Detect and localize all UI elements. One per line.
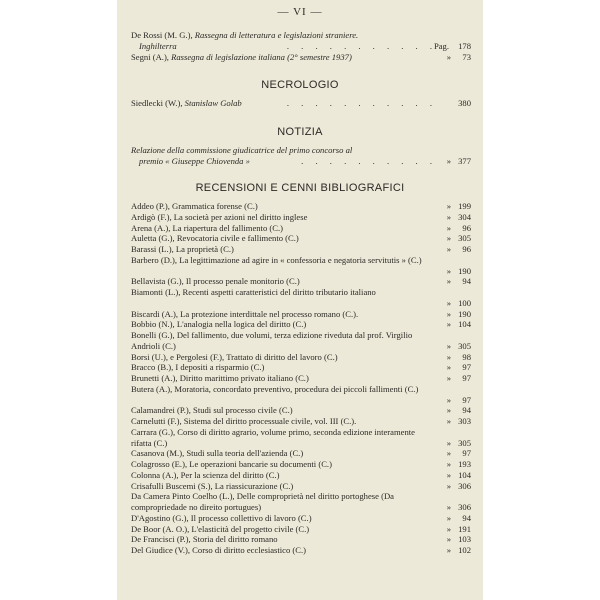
entry-author: Siedlecki (W.), — [131, 98, 183, 108]
review-text: Casanova (M.), Studi sulla teoria dell'azienda (C.) — [131, 448, 304, 459]
review-text: Carnelutti (F.), Sistema del diritto processuale civile, vol. III (C.). — [131, 416, 357, 426]
review-text: Carrara (G.), Corso di diritto agrario, volume primo, seconda edizione interamente rifatta (C.) — [131, 426, 415, 448]
review-entry — [131, 373, 471, 384]
page-ref: 104 — [458, 469, 471, 480]
review-entry — [131, 405, 471, 416]
page-ref: 94 — [462, 276, 471, 287]
section-heading-recensioni: RECENSIONI E CENNI BIBLIOGRAFICI — [195, 182, 405, 194]
page-ref: 380 — [458, 98, 471, 108]
review-entry — [131, 524, 471, 535]
page-ref: 305 — [458, 340, 471, 351]
review-text: Barassi (L.), La proprietà (C.) — [131, 244, 234, 254]
section-heading-necrologio: NECROLOGIO — [261, 79, 339, 91]
page-ref: 96 — [462, 222, 471, 233]
page-marker: » — [446, 545, 451, 555]
review-entry — [131, 212, 471, 223]
review-text: De Francisci (P.), Storia del diritto romano — [131, 534, 278, 545]
page-marker: » — [446, 308, 451, 319]
page-marker: » — [446, 156, 451, 166]
page-marker: » — [446, 394, 451, 405]
page-ref: 104 — [458, 319, 471, 330]
review-entry — [131, 276, 471, 287]
review-text: Del Giudice (V.), Corso di diritto ecclesiastico (C.) — [131, 545, 307, 555]
page-ref: 178 — [458, 41, 471, 51]
page-ref: 304 — [458, 211, 471, 222]
review-text: Colonna (A.), Per la scienza del diritto (C.) — [131, 469, 280, 480]
review-text: Calamandrei (P.), Studi sul processo civile (C.) — [131, 405, 293, 416]
page-ref: 191 — [458, 523, 471, 534]
review-text: Addeo (P.), Grammatica forense (C.) — [131, 201, 258, 211]
review-text: Ardigò (F.), La società per azioni nel diritto inglese — [131, 211, 308, 222]
page-ref: 193 — [458, 459, 471, 469]
page-marker: » — [446, 340, 451, 351]
review-entry — [131, 330, 471, 352]
entry-title: Rassegna di legislazione italiana (2° semestre 1937) — [171, 52, 352, 62]
page-marker: » — [446, 437, 451, 448]
entry-title: Inghilterra — [139, 41, 177, 51]
review-text: Da Camera Pinto Coelho (L.), Delle comproprietà nel diritto portoghese (Da compropriedade no direito portugues) — [131, 491, 394, 512]
review-entry — [131, 448, 471, 459]
review-entry — [131, 309, 471, 320]
page-ref: 97 — [462, 373, 471, 383]
review-text: Barbero (D.), La legittimazione ad agire in « confessoria e negatoria servitutis » (C.) — [131, 254, 422, 265]
section-heading-notizia: NOTIZIA — [277, 126, 323, 138]
review-text: Colagrosso (E.), Le operazioni bancarie su documenti (C.) — [131, 459, 332, 469]
review-text: De Boor (A. O.), L'elasticità del progetto civile (C.) — [131, 523, 310, 534]
page-ref: 377 — [458, 156, 471, 166]
page-marker: » — [446, 469, 451, 480]
page-ref: 100 — [458, 297, 471, 308]
page-number: — VI — — [277, 6, 323, 18]
review-entry — [131, 470, 471, 481]
page-marker: » — [446, 211, 451, 222]
entry-title: Relazione della commissione giudicatrice del primo concorso al — [131, 145, 353, 155]
page-ref: 97 — [462, 448, 471, 459]
review-entry — [131, 427, 471, 449]
page-marker: » — [446, 480, 451, 491]
review-entry — [131, 491, 471, 513]
review-text: D'Agostino (G.), Il processo collettivo di lavoro (C.) — [131, 512, 312, 523]
review-entry — [131, 545, 471, 556]
review-text: Brunetti (A.), Diritto marittimo privato italiano (C.) — [131, 373, 309, 383]
page-ref: 305 — [458, 233, 471, 244]
page-marker: » — [446, 319, 451, 330]
page-ref: 190 — [458, 265, 471, 276]
page-marker: » — [446, 405, 451, 416]
review-entry — [131, 233, 471, 244]
page-ref: 199 — [458, 201, 471, 211]
entry-title: Rassegna di letteratura e legislazioni straniere. — [194, 30, 359, 40]
review-entry — [131, 481, 471, 492]
review-text: Borsi (U.), e Pergolesi (F.), Trattato di diritto del lavoro (C.) — [131, 351, 338, 362]
page-ref: 306 — [458, 502, 471, 512]
review-text: Arena (A.), La riapertura del fallimento (C.) — [131, 222, 283, 233]
page-marker: » — [446, 459, 451, 469]
review-entry — [131, 201, 471, 212]
review-text: Biamonti (L.), Recenti aspetti caratteristici del diritto tributario italiano — [131, 287, 376, 297]
review-text: Bellavista (G.), Il processo penale monitorio (C.) — [131, 276, 300, 287]
review-entry — [131, 244, 471, 255]
page-ref: 94 — [462, 512, 471, 523]
review-entry — [131, 352, 471, 363]
review-entry — [131, 223, 471, 234]
page-ref: 73 — [462, 52, 471, 62]
page-marker: » — [446, 222, 451, 233]
review-entry — [131, 255, 471, 277]
page-marker: » — [446, 276, 451, 287]
page-ref: 97 — [462, 394, 471, 405]
page-marker: » — [446, 416, 451, 426]
page-marker: » — [446, 362, 451, 373]
review-entry — [131, 287, 471, 309]
review-text: Crisafulli Buscemi (S.), La riassicurazione (C.) — [131, 480, 294, 491]
page-marker: » — [446, 523, 451, 534]
page-marker: Pag. — [433, 41, 449, 51]
page-marker: » — [446, 233, 451, 244]
page-marker: » — [446, 265, 451, 276]
page-ref: 102 — [458, 545, 471, 555]
page-marker: » — [446, 52, 451, 62]
review-text: Auletta (G.), Revocatoria civile e fallimento (C.) — [131, 233, 299, 244]
page-marker: » — [446, 534, 451, 545]
page-marker: » — [446, 502, 451, 512]
page-ref: 305 — [458, 437, 471, 448]
page-ref: 98 — [462, 351, 471, 362]
review-entry — [131, 534, 471, 545]
entry-author: Segni (A.), — [131, 52, 169, 62]
page-ref: 103 — [458, 534, 471, 545]
entry-author: De Rossi (M. G.), — [131, 30, 193, 40]
page-ref: 94 — [462, 405, 471, 416]
review-text: Butera (A.), Moratoria, concordato preventivo, procedura dei piccoli fallimenti (C.) — [131, 383, 419, 394]
page-marker: » — [446, 244, 451, 254]
page-ref: 306 — [458, 480, 471, 491]
page-ref: 303 — [458, 416, 471, 426]
page-marker: » — [446, 201, 451, 211]
page-marker: » — [446, 512, 451, 523]
review-entry — [131, 459, 471, 470]
review-entry — [131, 362, 471, 373]
review-entry — [131, 513, 471, 524]
page-marker: » — [446, 373, 451, 383]
book-page: — VI — De Rossi (M. G.), Rassegna di letteratura e legislazioni straniere. Inghilterra . . . . . . . . . . . Pag. 178 Segni (A.), Rassegna di legislazione italiana (2° semestre 1937) » 73 NECROLOGIO Siedlecki (W.), Stanislaw Golab . . . . . . . . . . . 380 NOTIZIA Relazione della commissione giudicatrice del primo concorso al premio « Giuseppe Chiovenda » . . . . . . . . . . » 377 RECENSIONI E CENNI BIBLIOGRAFICI Addeo (P.), Grammatica forense (C.) » 199 Ardigò (F.), La società per azioni nel diritto inglese » 304 Arena (A.), La riapertura del fallimento (C.) » 96 Auletta (G.), Revocatoria civile e fallimento (C.) » 305 Barassi (L.), La proprietà (C.) » 96 Barbero (D.), La legittimazione ad agire in « confessoria e negatoria servitutis » (C.) » 190 Bellavista (G.), Il processo penale monitorio (C.) » 94 Biamonti (L.), Recenti aspetti caratteristici del diritto tributario italiano » 100 Biscardi (A.), La protezione interdittale nel processo romano (C.). » 190 Bobbio (N.), L'analogia nella logica del diritto (C.) » 104 Bonelli (G.), Del fallimento, due volumi, terza edizione riveduta dal prof. Virgilio Andrioli (C.) » 305 Borsi (U.), e Pergolesi (F.), Trattato di diritto del lavoro (C.) » 98 Bracco (B.), I depositi a risparmio (C.) » 97 Brunetti (A.), Diritto marittimo privato italiano (C.) » 97 Butera (A.), Moratoria, concordato preventivo, procedura dei piccoli fallimenti (C.) » 97 Calamandrei (P.), Studi sul processo civile (C.) » 94 Carnelutti (F.), Sistema del diritto processuale civile, vol. III (C.). » 303 Carrara (G.), Corso di diritto agrario, volume primo, seconda edizione interamente rifatta (C.) » 305 Casanova (M.), Studi sulla teoria dell'azienda (C.) » 97 Colagrosso (E.), Le operazioni bancarie su documenti (C.) » 193 Colonna (A.), Per la scienza del diritto (C.) » 104 Crisafulli Buscemi (S.), La riassicurazione (C.) » 306 Da Camera Pinto Coelho (L.), Delle comproprietà nel diritto portoghese (Da compropriedade no direito portugues) » 306 D'Agostino (G.), Il processo collettivo di lavoro (C.) » 94 De Boor (A. O.), L'elasticità del progetto civile (C.) » 191 De Francisci (P.), Storia del diritto romano » 103 Del Giudice (V.), Corso di diritto ecclesiastico (C.) » 102 — [117, 0, 483, 600]
review-text: Bonelli (G.), Del fallimento, due volumi, terza edizione riveduta dal prof. Virgilio Andrioli (C.) — [131, 330, 413, 351]
page-marker: » — [446, 351, 451, 362]
review-text: Bobbio (N.), L'analogia nella logica del diritto (C.) — [131, 319, 307, 330]
page-ref: 190 — [458, 308, 471, 319]
review-text: Biscardi (A.), La protezione interdittale nel processo romano (C.). — [131, 308, 359, 319]
review-entry — [131, 384, 471, 406]
review-text: Bracco (B.), I depositi a risparmio (C.) — [131, 362, 265, 373]
page-marker: » — [446, 297, 451, 308]
review-entry — [131, 319, 471, 330]
page-ref: 97 — [462, 362, 471, 373]
page-marker: » — [446, 448, 451, 459]
page-ref: 96 — [462, 244, 471, 254]
entry-title: Stanislaw Golab — [184, 98, 242, 108]
review-entry — [131, 416, 471, 427]
entry-title: premio « Giuseppe Chiovenda » — [139, 156, 250, 166]
